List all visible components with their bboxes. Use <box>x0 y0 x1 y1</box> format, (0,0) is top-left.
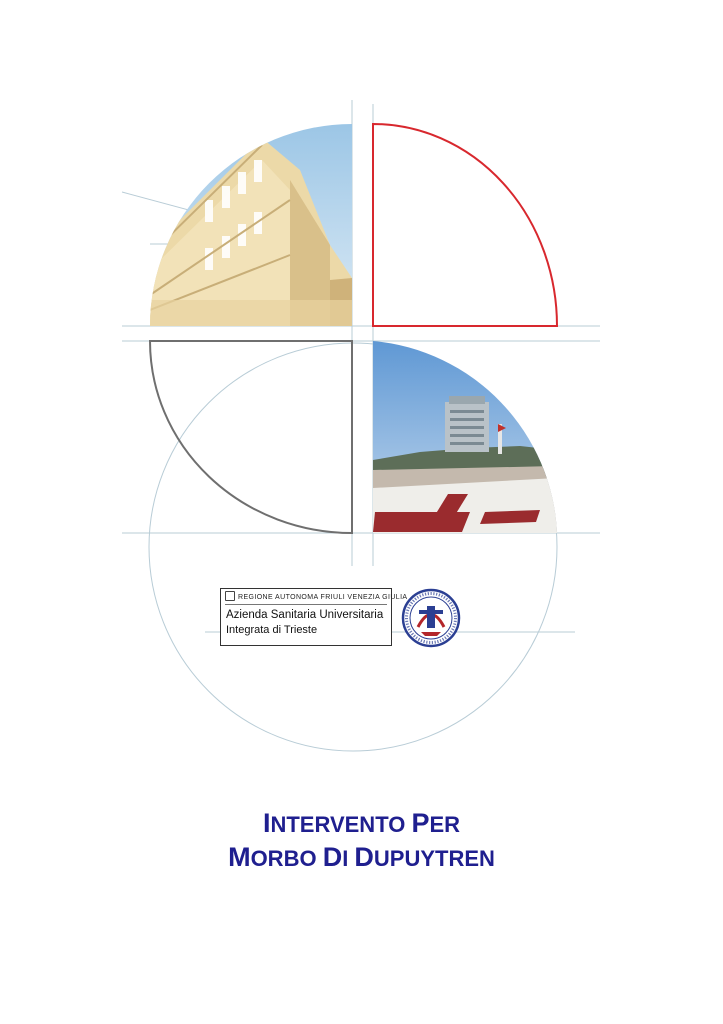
title-cap: D <box>354 842 374 872</box>
region-text: REGIONE AUTONOMA FRIULI VENEZIA GIULIA <box>238 594 408 601</box>
title-cap: P <box>411 808 430 838</box>
hospital-photo <box>373 341 557 533</box>
guide-lines <box>122 100 600 751</box>
university-seal-icon <box>401 588 461 648</box>
asu-logo-box <box>220 588 408 646</box>
title-rest: I <box>342 846 355 871</box>
title-cap: I <box>262 808 271 838</box>
region-name <box>225 592 408 605</box>
organization-name: Azienda Sanitaria Universitaria <box>226 609 384 621</box>
title-rest: ORBO <box>250 846 323 871</box>
red-quadrant <box>373 124 557 326</box>
title-rest: NTERVENTO <box>270 812 412 837</box>
document-title-line1 <box>0 806 723 842</box>
building-photo <box>150 124 352 326</box>
title-rest: UPUYTREN <box>373 846 495 871</box>
title-cap: M <box>228 842 251 872</box>
document-title-line2 <box>0 840 723 876</box>
organization-subtitle: Integrata di Trieste <box>226 624 318 636</box>
title-cap: D <box>322 842 343 872</box>
title-rest: ER <box>429 812 461 837</box>
region-emblem-icon <box>225 591 235 601</box>
